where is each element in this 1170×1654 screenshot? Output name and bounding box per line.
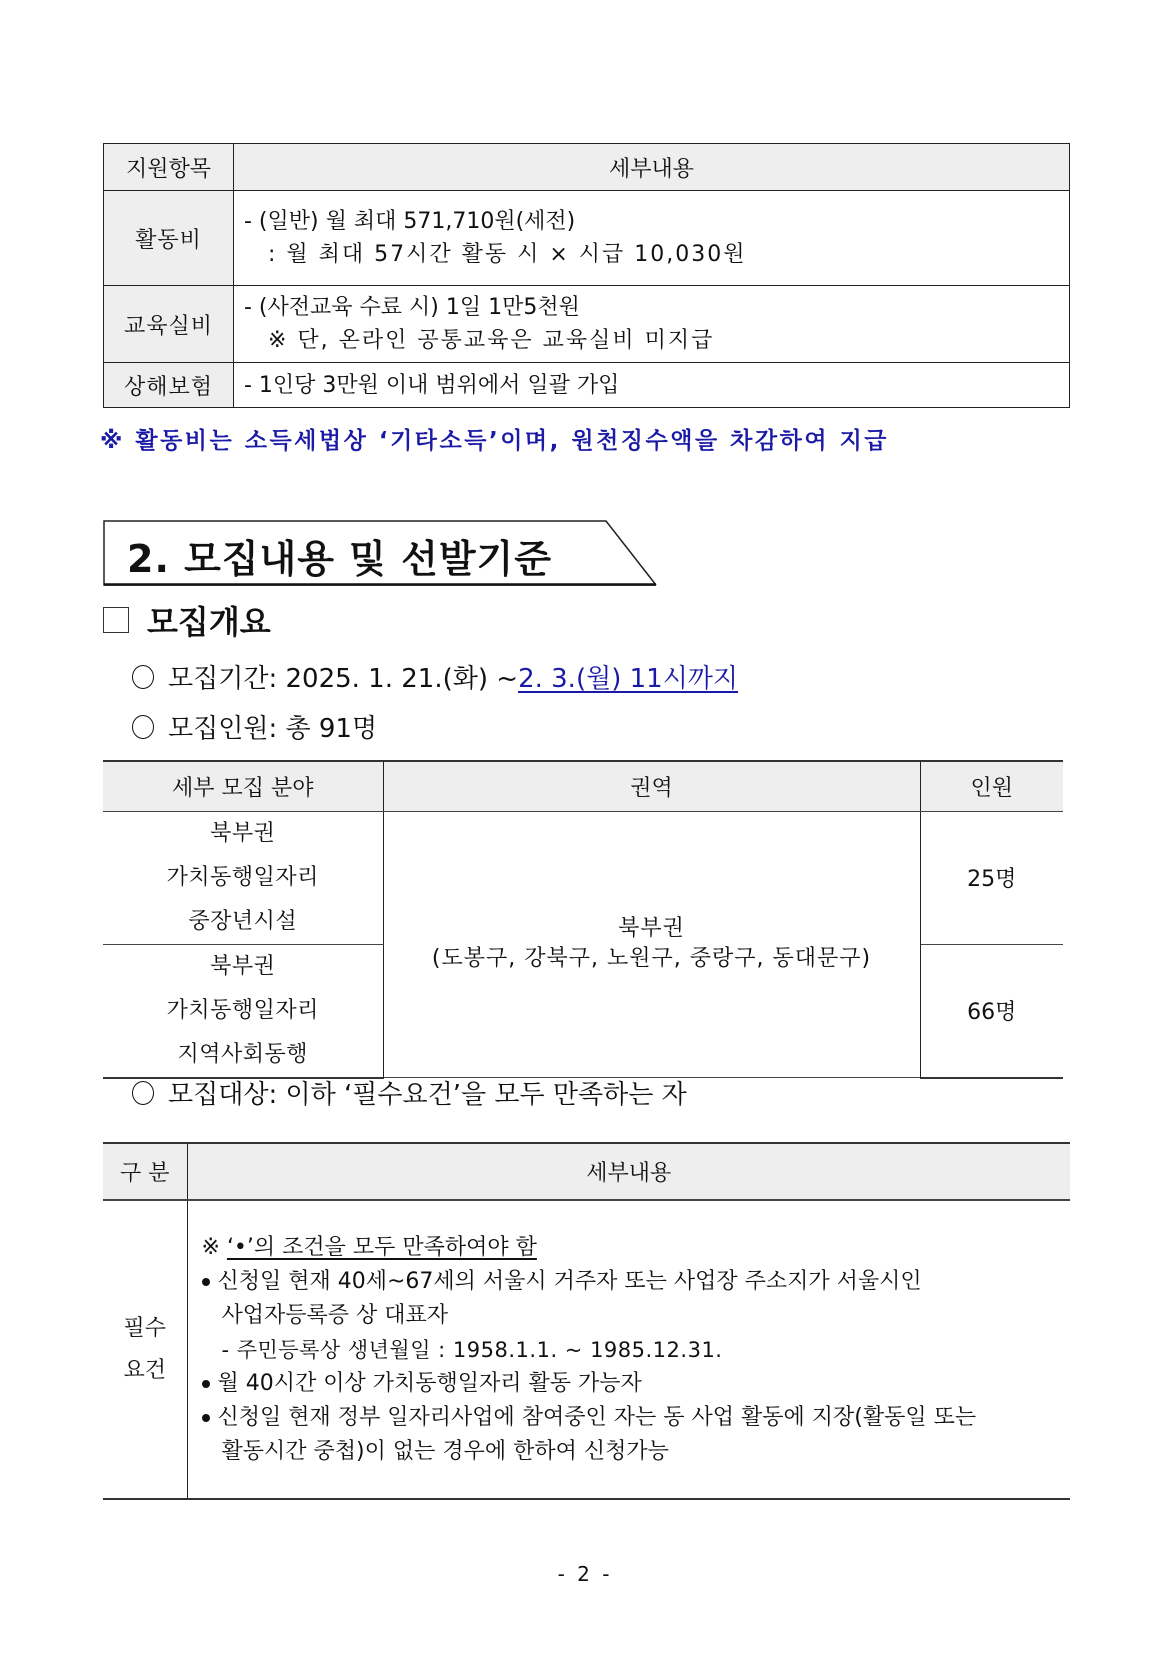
requirement-item — [200, 1265, 1071, 1299]
item-subline: - 주민등록상 생년월일 : 1958.1.1. ~ 1985.12.31. — [221, 1337, 723, 1362]
detail-line: - (사전교육 수료 시) 1일 1만5천원 — [244, 295, 580, 320]
field-line: 북부권 — [210, 953, 276, 979]
circle-bullet-icon — [132, 1081, 154, 1105]
circle-bullet-icon — [132, 665, 154, 689]
page-number: - 2 - — [557, 1562, 613, 1586]
circle-bullet-icon — [132, 715, 154, 739]
requirements-table — [103, 1142, 1070, 1500]
field-line: 북부권 — [210, 820, 276, 846]
recruit-period — [132, 658, 738, 695]
tax-note: ※ 활동비는 소득세법상 ‘기타소득’이며, 원천징수액을 차감하여 지급 — [100, 428, 890, 454]
region-name: 북부권 — [618, 916, 685, 942]
header-category: 구 분 — [103, 1143, 187, 1200]
table-row — [104, 286, 1070, 363]
label-line: 요건 — [123, 1357, 166, 1383]
item-text: 신청일 현재 40세~67세의 서울시 거주자 또는 사업장 주소지가 서울시인 — [217, 1268, 922, 1294]
recruit-headcount — [132, 708, 377, 745]
subsection-heading — [103, 597, 271, 643]
headcount-text: 모집인원: 총 91명 — [168, 714, 378, 744]
requirement-note — [200, 1231, 1071, 1265]
row-content — [234, 363, 1070, 408]
recruitment-table — [103, 760, 1063, 1079]
detail-line: - (일반) 월 최대 571,710원(세전) — [244, 209, 576, 234]
period-label: 모집기간: 2025. 1. 21.(화) ~ — [168, 664, 519, 694]
recruit-target — [132, 1074, 687, 1111]
square-bullet-icon — [103, 607, 129, 633]
table-row — [104, 363, 1070, 408]
header-details: 세부내용 — [187, 1143, 1070, 1200]
requirement-label — [103, 1200, 187, 1499]
bullet-icon — [202, 1414, 210, 1422]
item-text: 월 40시간 이상 가치동행일자리 활동 가능자 — [217, 1370, 642, 1396]
table-row — [103, 1200, 1070, 1499]
target-text: 모집대상: 이하 ‘필수요건’을 모두 만족하는 자 — [168, 1080, 687, 1110]
section-title: 2. 모집내용 및 선발기준 — [127, 537, 552, 581]
region-districts: (도봉구, 강북구, 노원구, 중랑구, 동대문구) — [431, 946, 872, 972]
header-details: 세부내용 — [234, 144, 1070, 191]
row-content — [234, 286, 1070, 363]
item-text-cont: 사업자등록증 상 대표자 — [221, 1302, 449, 1328]
section-heading — [103, 520, 663, 586]
field-line: 지역사회동행 — [177, 1041, 308, 1067]
row-label: 상해보험 — [104, 363, 234, 408]
note-mark: ※ — [201, 1234, 227, 1260]
support-items-table — [103, 143, 1070, 408]
row-label: 활동비 — [104, 191, 234, 286]
table-row — [103, 811, 1063, 944]
field-cell — [103, 811, 383, 944]
item-text: 신청일 현재 정부 일자리사업에 참여중인 자는 동 사업 활동에 지장(활동일 또는 — [217, 1404, 977, 1430]
header-field: 세부 모집 분야 — [103, 761, 383, 811]
row-content — [234, 191, 1070, 286]
detail-subline: : 월 최대 57시간 활동 시 × 시급 10,030원 — [268, 242, 747, 267]
requirement-item — [200, 1401, 1071, 1435]
detail-line: - 1인당 3만원 이내 범위에서 일괄 가입 — [244, 372, 620, 398]
field-line: 중장년시설 — [188, 908, 298, 934]
count-cell: 66명 — [920, 944, 1063, 1078]
count-cell: 25명 — [920, 811, 1063, 944]
field-line: 가치동행일자리 — [166, 864, 319, 890]
period-deadline: 2. 3.(월) 11시까지 — [518, 664, 739, 694]
region-cell — [383, 811, 920, 1078]
bullet-icon — [202, 1278, 210, 1286]
field-cell — [103, 944, 383, 1078]
header-count: 인원 — [920, 761, 1063, 811]
label-line: 필수 — [123, 1315, 166, 1341]
row-label: 교육실비 — [104, 286, 234, 363]
header-support-item: 지원항목 — [104, 144, 234, 191]
note-text: ‘•’의 조건을 모두 만족하여야 함 — [226, 1234, 537, 1260]
field-line: 가치동행일자리 — [166, 997, 319, 1023]
bullet-icon — [202, 1380, 210, 1388]
item-text-cont: 활동시간 중첩)이 없는 경우에 한하여 신청가능 — [221, 1438, 669, 1464]
subsection-title: 모집개요 — [147, 603, 271, 641]
detail-subline: ※ 단, 온라인 공통교육은 교육실비 미지급 — [268, 328, 715, 353]
requirement-item — [200, 1367, 1071, 1401]
table-row — [104, 191, 1070, 286]
header-region: 권역 — [383, 761, 920, 811]
requirement-content — [187, 1200, 1070, 1499]
